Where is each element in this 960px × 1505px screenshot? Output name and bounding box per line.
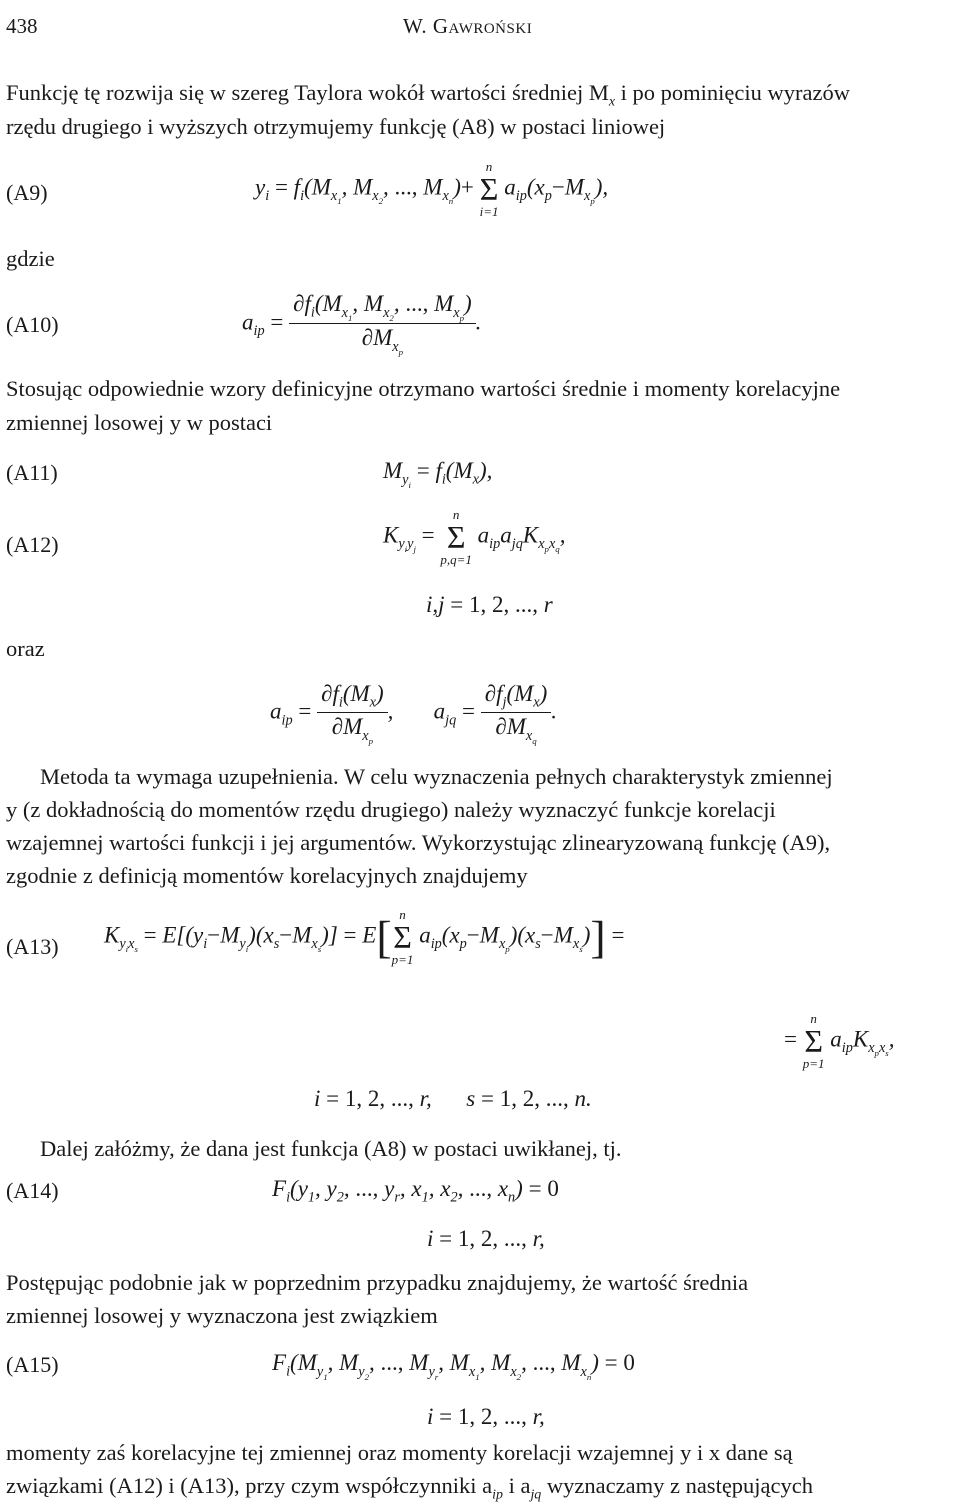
equation-a10: $a_{ip}$ = $\frac{\partial f_i(M_{x_1}, M_{x_2}, ..., M_{x_p})}{\partial M_{x_p}}$ . bbox=[242, 291, 482, 357]
equation-a15-range: i = 1, 2, ..., r, bbox=[427, 1404, 545, 1429]
paragraph-line: zmiennej losowej y w postaci bbox=[6, 410, 273, 435]
equation-label: (A15) bbox=[6, 1352, 59, 1377]
equation-label: (A13) bbox=[6, 934, 59, 959]
equation-label: (A14) bbox=[6, 1178, 59, 1203]
paragraph-line: momenty zaś korelacyjne tej zmiennej oraz momenty korelacji wzajemnej y i x dane są bbox=[6, 1440, 793, 1465]
equation-a13-range: i = 1, 2, ..., r, s = 1, 2, ..., n. bbox=[314, 1086, 592, 1111]
paragraph-line: związkami (A12) i (A13), przy czym współczynniki $a_{ip}$ i $a_{jq}$ wyznaczamy z następujących bbox=[6, 1473, 814, 1503]
paragraph-line: oraz bbox=[6, 636, 45, 661]
equation-label: (A11) bbox=[6, 460, 58, 485]
equation-a13-continued: = n Σ p=1 $a_{ip}K_{x_px_s}$, bbox=[784, 1011, 895, 1071]
paragraph-line: Metoda ta wymaga uzupełnienia. W celu wyznaczenia pełnych charakterystyk zmiennej bbox=[40, 764, 833, 789]
page-number: 438 bbox=[6, 14, 38, 38]
equation-a12: $K_{y_iy_j}$ = n Σ p,q=1 $a_{ip}a_{jq}K_{x_px_q}$, bbox=[383, 507, 566, 567]
equation-a14: $F_i(y_1$, $y_2$, ..., $y_r$, $x_1$, $x_2$, ..., $x_n) = 0$ bbox=[272, 1176, 559, 1206]
paragraph-line: Postępując podobnie jak w poprzednim przypadku znajdujemy, że wartość średnia bbox=[6, 1270, 749, 1295]
equation-a14-range: i = 1, 2, ..., r, bbox=[427, 1226, 545, 1251]
equation-a15: $F_i(M_{y_1}$, $M_{y_2}$, ..., $M_{y_r}$, $M_{x_1}$, $M_{x_2}$, ..., $M_{x_n}) = 0$ bbox=[272, 1350, 635, 1382]
paragraph-line: Funkcję tę rozwija się w szereg Taylora wokół wartości średniej $M_x$ i po pominięciu wyrazów bbox=[6, 80, 850, 110]
equation-a12-range: i,j = 1, 2, ..., r bbox=[426, 592, 553, 617]
paragraph-line: rzędu drugiego i wyższych otrzymujemy funkcję (A8) w postaci liniowej bbox=[6, 114, 666, 139]
equation-label: (A12) bbox=[6, 532, 59, 557]
paragraph-line: zmiennej losowej y wyznaczona jest związkiem bbox=[6, 1303, 438, 1328]
paragraph-line: Stosując odpowiednie wzory definicyjne otrzymano wartości średnie i momenty korelacyjne bbox=[6, 376, 841, 401]
equation-label: (A10) bbox=[6, 312, 59, 337]
equation-a11: $M_{y_i} = f_i(M_x)$, bbox=[383, 458, 493, 490]
paragraph-line: Dalej załóżmy, że dana jest funkcja (A8) w postaci uwikłanej, tj. bbox=[40, 1136, 622, 1161]
paragraph-line: gdzie bbox=[6, 246, 55, 271]
equation-a9: $y_i = f_i(M_{x_1}$, $M_{x_2}$, ..., $M_{x_n})+$ n Σ i=1 $a_{ip}(x_p-M_{x_p})$, bbox=[255, 159, 609, 219]
paragraph-line: wzajemnej wartości funkcji i jej argumentów. Wykorzystując zlinearyzowaną funkcję (A9), bbox=[6, 830, 831, 855]
running-header-author: W. Gawroński bbox=[403, 14, 533, 38]
paragraph-line: zgodnie z definicją momentów korelacyjnych znajdujemy bbox=[6, 863, 528, 888]
equation-label: (A9) bbox=[6, 180, 48, 205]
equation-a13: $K_{y_ix_s} = E[(y_i-M_{y_i})(x_s-M_{x_s})] = E$[ n Σ p=1 $a_{ip}(x_p-M_{x_p})(x_s-M_{x_s})$] = bbox=[104, 907, 625, 967]
equation-derivatives: $a_{ip}$ = $\frac{\partial f_i(M_x)}{\partial M_{x_p}}$ , $a_{jq}$ = $\frac{\partial f_j(M_x)}{\partial M_{x_q}}$ . bbox=[270, 681, 558, 746]
paragraph-line: y (z dokładnością do momentów rzędu drugiego) należy wyznaczyć funkcje korelacji bbox=[6, 797, 776, 822]
